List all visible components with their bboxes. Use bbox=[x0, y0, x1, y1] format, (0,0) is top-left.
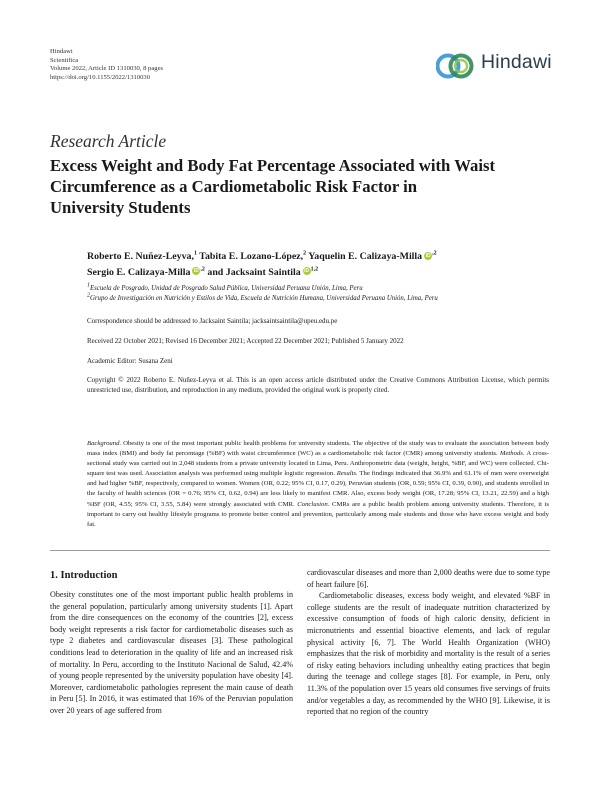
author-sup: 2 bbox=[303, 250, 307, 257]
author-name[interactable]: Roberto E. Nuñez-Leyva, bbox=[87, 251, 194, 262]
affiliation-sup: 1 bbox=[87, 282, 90, 289]
abstract-text: CMRs are a public health problem among university students. Therefore, it is important to carry out healthy lifestyle programs to promote better control and prevention, particularly among male students and those who have excess weight and body fat. bbox=[87, 500, 549, 528]
body-column-right bbox=[307, 567, 550, 718]
body-paragraph: Cardiometabolic diseases, excess body weight, and elevated %BF in college students are the result of inadequate nutrition characterized by excessive consumption of foods of high caloric density, deficient in micronutrients and essential bioactive elements, and lack of regular physical activity [6, 7]. The World Health Organization (WHO) emphasizes that the risk of morbidity and mortality is the result of a series of risky eating behaviors including unhealthy eating practices that begin during the teenage and college stages [8]. For example, in Peru, only 11.3% of the population over 15 years old consumes five servings of fruits and/or vegetables a day, as recommended by the WHO [9]. Likewise, it is reported that no region of the country bbox=[307, 591, 550, 717]
article-type: Research Article bbox=[50, 131, 167, 151]
article-dates: Received 22 October 2021; Revised 16 December 2021; Accepted 22 December 2021; Published 5 January 2022 bbox=[87, 337, 404, 345]
journal-name: Scientifica bbox=[50, 56, 79, 64]
body-column-left bbox=[50, 589, 293, 717]
body-paragraph: Obesity constitutes one of the most important public health problems in the general population, particularly among university students [1]. Apart from the dire consequences on the economy of the countries [2], excess body weight represents a risk factor for cardiometabolic diseases such as type 2 diabetes and cardiovascular diseases [3]. These pathological conditions lead to deterioration in the quality of life and an increased risk of mortality. In Peru, according to the Instituto Nacional de Salud, 42.4% of young people represented by the university population have obesity [4]. Moreover, cardiometabolic pathologies represent the main cause of death in Peru [5]. In 2016, it was estimated that 16% of the Peruvian population over 20 years of age suffered from bbox=[50, 590, 293, 715]
title-line: Circumference as a Cardiometabolic Risk Factor in bbox=[50, 177, 418, 196]
author-sup: ,2 bbox=[200, 266, 205, 273]
abstract-label: Methods. bbox=[499, 450, 525, 458]
hindawi-logo-text: Hindawi bbox=[481, 51, 552, 73]
author-name[interactable]: Tabita E. Lozano-López, bbox=[199, 251, 304, 262]
title-line: Excess Weight and Body Fat Percentage Associated with Waist bbox=[50, 156, 496, 175]
author-name[interactable]: Yaquelin E. Calizaya-Milla bbox=[308, 251, 423, 262]
author-name[interactable]: and Jacksaint Saintila bbox=[207, 266, 301, 278]
journal-meta bbox=[50, 48, 163, 82]
doi-link[interactable]: https://doi.org/10.1155/2022/1310030 bbox=[50, 73, 151, 81]
author-sup: 1 bbox=[193, 250, 197, 257]
publisher-name: Hindawi bbox=[50, 48, 73, 55]
affiliation bbox=[87, 294, 438, 304]
title-line: University Students bbox=[50, 198, 191, 217]
author-sup: 1,2 bbox=[310, 266, 319, 273]
abstract bbox=[87, 439, 549, 530]
affiliation-text: Grupo de Investigación en Nutrición y Estilos de Vida, Escuela de Nutrición Humana, Universidad Peruana Unión, Lima, Peru bbox=[90, 295, 438, 302]
affiliation-text: Escuela de Posgrado, Unidad de Posgrado Salud Pública, Universidad Peruana Unión, Lima, Peru bbox=[90, 285, 363, 292]
abstract-label: Background. bbox=[87, 440, 122, 447]
author-list bbox=[87, 249, 557, 280]
author-sup: ,2 bbox=[432, 250, 437, 257]
article-title bbox=[50, 155, 570, 218]
abstract-text: A cross-sectional study was carried out in 2,048 students from a private university located in Lima, Peru. Anthropometric data (weight, height, %BF, and WC) were collected. Chi-square test was used. Association analysis was performed using multiple logistic regression. bbox=[87, 450, 549, 478]
orcid-icon[interactable]: iD bbox=[304, 268, 310, 275]
abstract-label: Conclusion. bbox=[297, 500, 330, 508]
orcid-icon[interactable]: iD bbox=[425, 252, 431, 259]
affiliation-sup: 2 bbox=[87, 292, 90, 299]
correspondence: Correspondence should be addressed to Jacksaint Saintila; jacksaintsaintila@upeu.edu.pe bbox=[87, 317, 338, 325]
orcid-icon[interactable]: iD bbox=[193, 268, 199, 275]
volume-line: Volume 2022, Article ID 1310030, 8 pages bbox=[50, 65, 164, 73]
academic-editor: Academic Editor: Susana Zeni bbox=[87, 357, 173, 365]
affiliation bbox=[87, 284, 438, 294]
abstract-label: Results. bbox=[336, 470, 358, 478]
abstract-text: Obesity is one of the most important public health problems for university students. The objective of the study was to evaluate the association between body mass index (BMI) and body fat percentage (%BF) with waist circumference (WC) as a cardiometabolic risk factor (CMR) among university students. bbox=[87, 440, 549, 458]
section-heading: 1. Introduction bbox=[50, 570, 118, 581]
abstract-text: The findings indicated that 36.9% and 61.1% of men were overweight and had higher %BF, respectively, compared to women. Women (OR, 0.22; 95% CI, 0.17, 0.29), Peruvian students (OR, 0.59; 95% CI, 0.39, 0.90), and students enrolled in the faculty of health sciences (OR = 0.76; 95% CI, 0.62, 0.94) are less likely to manifest CMR. Also, excess body weight (OR, 17.28; 95% CI, 13.21, 22.59) and a high %BF (OR, 4.55; 95% CI, 3.55, 5.84) were strongly associated with CMR. bbox=[87, 470, 549, 508]
body-paragraph: cardiovascular diseases and more than 2,000 deaths were due to some type of heart failure [6]. bbox=[307, 568, 550, 589]
affiliations bbox=[87, 284, 438, 304]
author-name[interactable]: Sergio E. Calizaya-Milla bbox=[87, 266, 191, 278]
copyright-notice: Copyright © 2022 Roberto E. Nuñez-Leyva et al. This is an open access article distributed under the Creative Commons Attribution License, which permits unrestricted use, distribution, and reproduction in any medium, provided the original work is properly cited. bbox=[87, 376, 549, 394]
section-divider bbox=[50, 550, 550, 551]
